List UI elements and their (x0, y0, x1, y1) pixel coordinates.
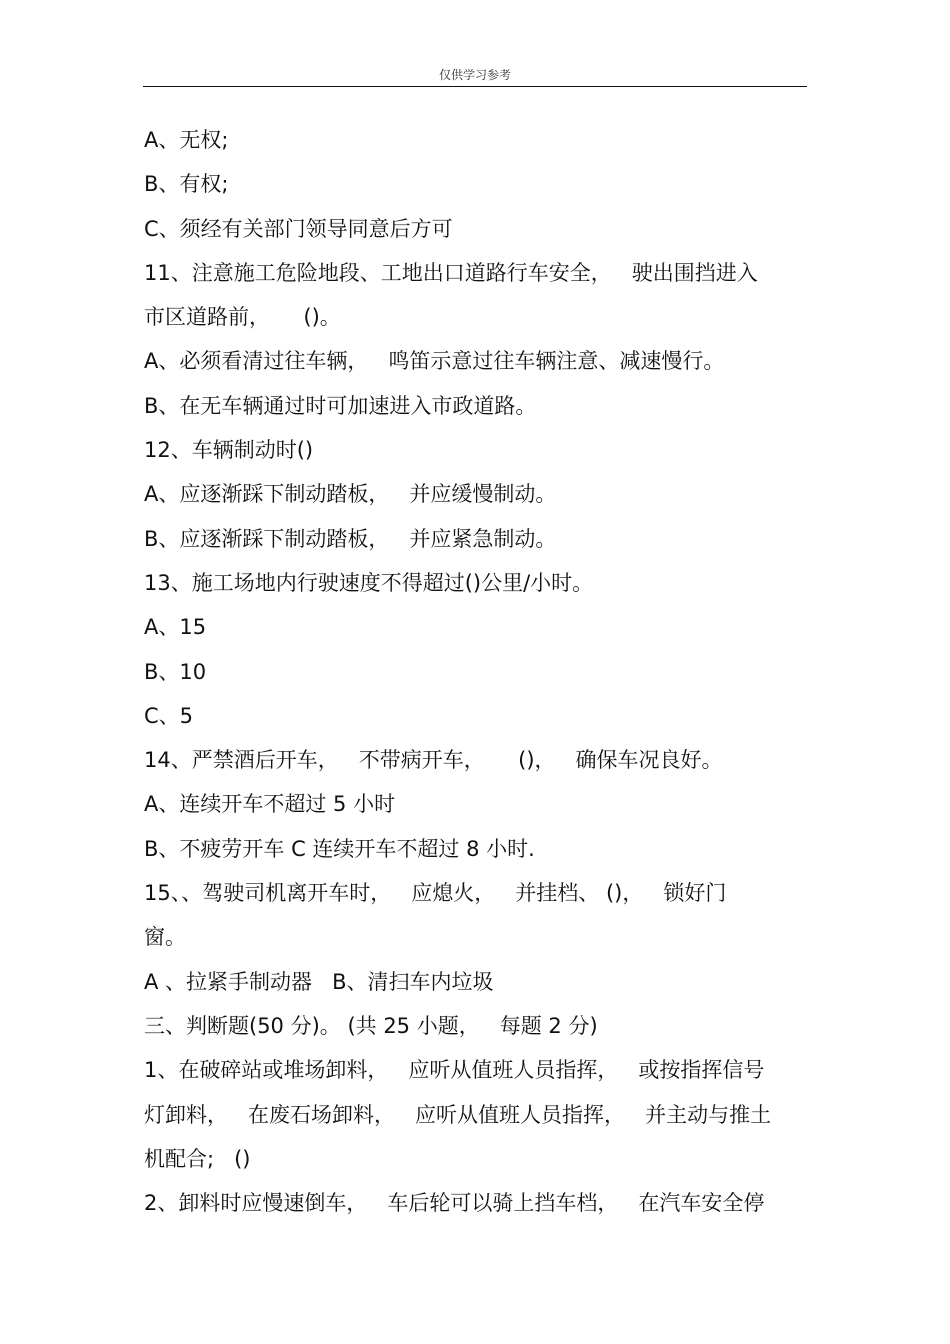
header-text: 仅供学习参考 (438, 68, 511, 82)
text-line: A、15 (144, 615, 207, 640)
text-line: A 、拉紧手制动器 B、清扫车内垃圾 (144, 969, 494, 994)
text-line: C、5 (144, 703, 194, 728)
text-line: A、连续开车不超过 5 小时 (144, 792, 396, 817)
text-line: C、须经有关部门领导同意后方可 (144, 216, 453, 241)
text-line: B、在无车辆通过时可加速进入市政道路。 (144, 393, 537, 418)
text-line: 窗。 (144, 925, 186, 950)
text-line: 灯卸料， 在废石场卸料， 应听从值班人员指挥， 并主动与推土 (144, 1102, 772, 1127)
text-line: A、应逐渐踩下制动踏板， 并应缓慢制动。 (144, 482, 557, 507)
text-line: 1、在破碎站或堆场卸料， 应听从值班人员指挥， 或按指挥信号 (144, 1058, 765, 1083)
text-line: 三、判断题(50 分)。 (共 25 小题， 每题 2 分) (144, 1013, 598, 1038)
text-line: 2、卸料时应慢速倒车， 车后轮可以骑上挡车档， 在汽车安全停 (144, 1191, 765, 1216)
document-body (144, 118, 808, 1225)
text-line: 14、严禁酒后开车， 不带病开车， ()， 确保车况良好。 (144, 748, 723, 773)
text-line: 11、注意施工危险地段、工地出口道路行车安全， 驶出围挡进入 (144, 260, 758, 285)
text-line: B、有权; (144, 172, 229, 197)
text-line: 12、车辆制动时() (144, 438, 314, 463)
text-line: 15、、驾驶司机离开车时， 应熄火， 并挂档、 ()， 锁好门 (144, 881, 727, 906)
text-line: 机配合; () (144, 1146, 251, 1171)
text-line: B、不疲劳开车 C 连续开车不超过 8 小时. (144, 836, 535, 861)
text-line: B、应逐渐踩下制动踏板， 并应紧急制动。 (144, 526, 557, 551)
text-line: A、必须看清过往车辆， 鸣笛示意过往车辆注意、减速慢行。 (144, 349, 725, 374)
text-line: B、10 (144, 659, 207, 684)
text-line: A、无权; (144, 128, 229, 152)
text-line: 市区道路前， ()。 (144, 305, 341, 330)
text-line: 13、施工场地内行驶速度不得超过()公里/小时。 (144, 570, 594, 595)
page-header (143, 66, 807, 87)
